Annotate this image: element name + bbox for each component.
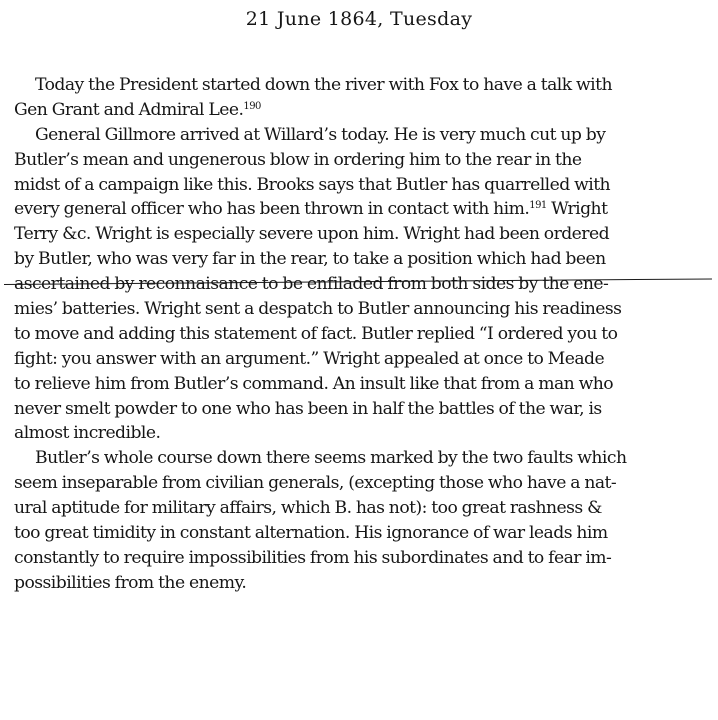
text-line: too great timidity in constant alternation. His ignorance of war leads him <box>14 523 608 544</box>
text-line: Terry &c. Wright is especially severe upon him. Wright had been ordered <box>14 224 610 245</box>
text-line: to move and adding this statement of fact. Butler replied “I ordered you to <box>14 323 618 344</box>
text-line: Today the President started down the river with Fox to have a talk with <box>35 75 613 95</box>
text-line: never smelt powder to one who has been in half the battles of the war, is <box>14 398 602 419</box>
entry-date: 21 June 1864, <box>245 8 384 30</box>
text-line: every general officer who has been thrown in contact with him.$^{191}$ Wright <box>14 199 608 220</box>
text-line: by Butler, who was very far in the rear, to take a position which had been <box>14 249 606 270</box>
footnote-ref: 190 <box>243 100 261 112</box>
text-line: mies’ batteries. Wright sent a despatch to Butler announcing his readiness <box>14 299 622 320</box>
text-line: constantly to require impossibilities from his subordinates and to fear im- <box>14 547 612 568</box>
text-line: Gen Grant and Admiral Lee.$^{190}$ <box>14 99 261 120</box>
diary-entry-heading <box>0 8 718 30</box>
entry-weekday: Tuesday <box>390 8 473 30</box>
entry-body <box>14 73 714 596</box>
text-line: Butler’s mean and ungenerous blow in ordering him to the rear in the <box>14 149 582 170</box>
text-line: almost incredible. <box>14 423 161 444</box>
text-line: seem inseparable from civilian generals, (excepting those who have a nat- <box>14 473 617 494</box>
text-line: General Gillmore arrived at Willard’s today. He is very much cut up by <box>35 124 606 145</box>
text-line: Butler’s whole course down there seems marked by the two faults which <box>35 448 627 469</box>
text-line: ascertained by reconnaisance to be enfiladed from both sides by the ene- <box>14 274 609 295</box>
text-line: possibilities from the enemy. <box>14 572 247 593</box>
text-line: ural aptitude for military affairs, which B. has not): too great rashness & <box>14 498 602 519</box>
text-line: fight: you answer with an argument.” Wright appealed at once to Meade <box>14 348 605 369</box>
text-line: to relieve him from Butler’s command. An insult like that from a man who <box>14 373 614 394</box>
text-line: midst of a campaign like this. Brooks says that Butler has quarrelled with <box>14 174 611 195</box>
footnote-ref: 191 <box>529 200 547 212</box>
